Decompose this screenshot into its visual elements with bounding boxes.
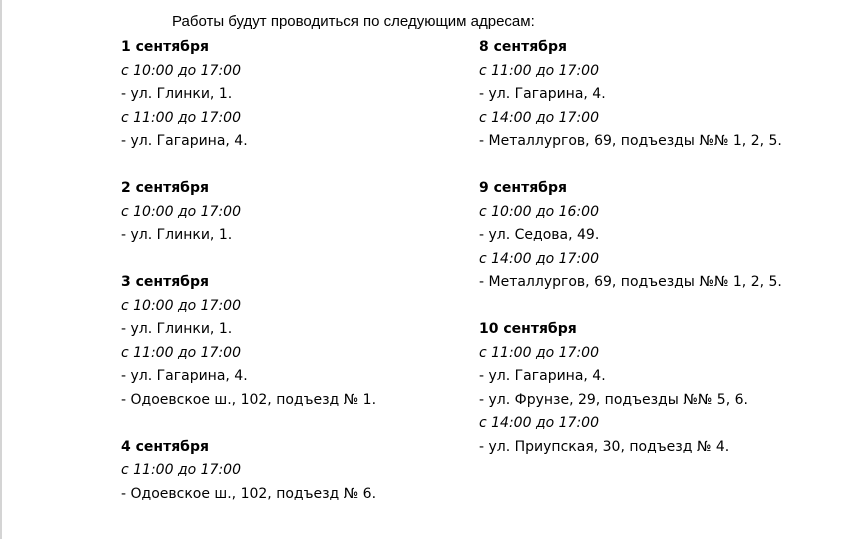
- day-date: 2 сентября: [121, 180, 209, 196]
- day-date: 9 сентября: [479, 180, 567, 196]
- schedule-day: [121, 177, 451, 248]
- address-line: - ул. Фрунзе, 29, подъезды №№ 5, 6.: [479, 391, 748, 408]
- schedule-day: [479, 177, 791, 295]
- day-date: 8 сентября: [479, 39, 567, 55]
- time-range: с 11:00 до 17:00: [121, 344, 241, 361]
- time-range: с 10:00 до 17:00: [121, 297, 241, 314]
- time-range: с 14:00 до 17:00: [479, 415, 599, 431]
- schedule-day: [479, 36, 791, 154]
- address-line: - ул. Гагарина, 4.: [479, 368, 606, 384]
- address-line: - Металлургов, 69, подъезды №№ 1, 2, 5.: [479, 274, 782, 290]
- time-range: с 11:00 до 17:00: [121, 462, 241, 478]
- day-date: 3 сентября: [121, 274, 209, 290]
- address-line: - ул. Гагарина, 4.: [479, 86, 606, 102]
- address-line: - ул. Глинки, 1.: [121, 321, 233, 337]
- address-line: - Одоевское ш., 102, подъезд № 1.: [121, 391, 377, 408]
- address-line: - ул. Гагарина, 4.: [121, 368, 248, 384]
- schedule-day: [121, 271, 451, 412]
- address-line: - ул. Приупская, 30, подъезд № 4.: [479, 438, 730, 455]
- address-line: - ул. Глинки, 1.: [121, 86, 233, 102]
- schedule-day: [121, 36, 451, 154]
- day-date: 10 сентября: [479, 321, 577, 337]
- address-line: - Металлургов, 69, подъезды №№ 1, 2, 5.: [479, 133, 782, 149]
- schedule-column-left: [121, 36, 451, 506]
- time-range: с 14:00 до 17:00: [479, 109, 599, 126]
- schedule-day: [479, 318, 791, 459]
- day-date: 1 сентября: [121, 39, 209, 55]
- time-range: с 10:00 до 17:00: [121, 203, 241, 220]
- schedule-day: [121, 436, 451, 507]
- time-range: с 14:00 до 17:00: [479, 250, 599, 267]
- schedule-column-right: [479, 36, 791, 459]
- day-date: 4 сентября: [121, 438, 209, 455]
- address-line: - Одоевское ш., 102, подъезд № 6.: [121, 485, 377, 502]
- time-range: с 11:00 до 17:00: [479, 344, 599, 361]
- address-line: - ул. Гагарина, 4.: [121, 133, 248, 149]
- page-left-border: [0, 0, 2, 539]
- time-range: с 10:00 до 16:00: [479, 203, 599, 220]
- address-line: - ул. Глинки, 1.: [121, 227, 233, 243]
- time-range: с 10:00 до 17:00: [121, 62, 241, 79]
- address-line: - ул. Седова, 49.: [479, 227, 600, 243]
- time-range: с 11:00 до 17:00: [479, 62, 599, 79]
- time-range: с 11:00 до 17:00: [121, 109, 241, 126]
- intro-text: Работы будут проводиться по следующим адресам:: [172, 13, 535, 30]
